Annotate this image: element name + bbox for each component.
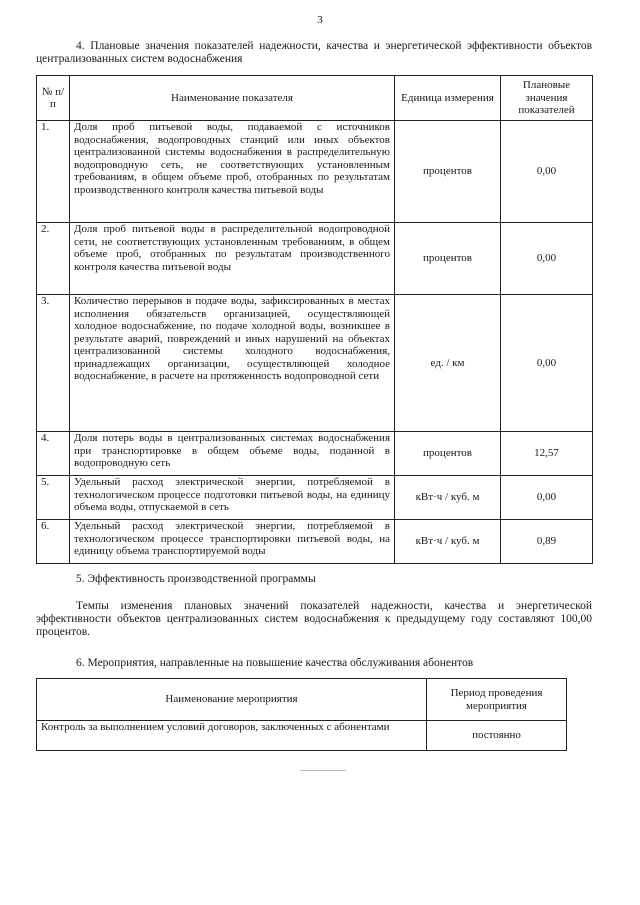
table-row: [37, 223, 593, 295]
row-num: 6.: [37, 520, 70, 564]
header-unit: Единица измерения: [395, 76, 501, 121]
row-period: постоянно: [427, 721, 567, 751]
row-unit: процентов: [395, 121, 501, 223]
row-activity: Контроль за выполнением условий договоров, заключенных с абонентами: [37, 721, 427, 751]
row-num: 5.: [37, 476, 70, 520]
header-value: Плановые значения показателей: [501, 76, 593, 121]
row-num: 4.: [37, 432, 70, 476]
row-value: 0,00: [501, 223, 593, 295]
table-row: [37, 121, 593, 223]
section-5-title: 5. Эффективность производственной программы: [76, 573, 316, 585]
row-num: 2.: [37, 223, 70, 295]
row-value: 0,00: [501, 476, 593, 520]
indicators-table: [36, 75, 593, 564]
row-unit: ед. / км: [395, 295, 501, 432]
row-name: Удельный расход электрической энергии, потребляемой в технологическом процессе транспортировки питьевой воды, на единицу объема транспортируемой воды: [70, 520, 395, 564]
activities-header-row: [37, 679, 567, 721]
table-row: [37, 520, 593, 564]
section-6-title: 6. Мероприятия, направленные на повышение качества обслуживания абонентов: [76, 657, 474, 669]
section-4-title: 4. Плановые значения показателей надежности, качества и энергетической эффективности объектов централизованных систем водоснабжения: [36, 40, 592, 65]
footer-divider: [300, 770, 346, 771]
row-name: Удельный расход электрической энергии, потребляемой в технологическом процессе подготовки питьевой воды, на единицу объема воды, отпускаемой в сеть: [70, 476, 395, 520]
row-value: 0,00: [501, 121, 593, 223]
header-activity: Наименование мероприятия: [37, 679, 427, 721]
row-value: 0,00: [501, 295, 593, 432]
section-5-text: Темпы изменения плановых значений показателей надежности, качества и энергетической эффективности объектов централизованных систем водоснабжения к предыдущему году составляют 100,00 процентов.: [36, 600, 592, 638]
row-unit: процентов: [395, 432, 501, 476]
table-row: [37, 476, 593, 520]
page-number: 3: [317, 14, 323, 26]
row-name: Количество перерывов в подаче воды, зафиксированных в местах исполнения обязательств организацией, осуществляющей холодное водоснабжение, по подаче холодной воды, возникшее в результате аварий, повреждений и иных нарушений на объектах централизованной системы холодного водоснабжения, принадлежащих организации, осуществляющей холодное водоснабжение, в расчете на протяженность водопроводной сети: [70, 295, 395, 432]
table-row: [37, 432, 593, 476]
activities-table: [36, 678, 567, 751]
row-value: 12,57: [501, 432, 593, 476]
indicators-header-row: [37, 76, 593, 121]
table-row: [37, 721, 567, 751]
row-name: Доля потерь воды в централизованных системах водоснабжения при транспортировке в общем объеме воды, поданной в водопроводную сеть: [70, 432, 395, 476]
row-unit: кВт·ч / куб. м: [395, 520, 501, 564]
row-name: Доля проб питьевой воды в распределительной водопроводной сети, не соответствующих установленным требованиям, в общем объеме проб, отобранных по результатам производственного контроля качества питьевой воды: [70, 223, 395, 295]
header-period: Период проведения мероприятия: [427, 679, 567, 721]
header-num: № п/п: [37, 76, 70, 121]
header-name: Наименование показателя: [70, 76, 395, 121]
row-value: 0,89: [501, 520, 593, 564]
row-name: Доля проб питьевой воды, подаваемой с источников водоснабжения, водопроводных станций или иных объектов централизованной системы водоснабжения в распределительную водопроводную сеть, не соответствующих установленным требованиям, в общем объеме проб, отобранных по результатам производственного контроля качества питьевой воды: [70, 121, 395, 223]
row-num: 3.: [37, 295, 70, 432]
row-unit: процентов: [395, 223, 501, 295]
table-row: [37, 295, 593, 432]
row-num: 1.: [37, 121, 70, 223]
row-unit: кВт·ч / куб. м: [395, 476, 501, 520]
